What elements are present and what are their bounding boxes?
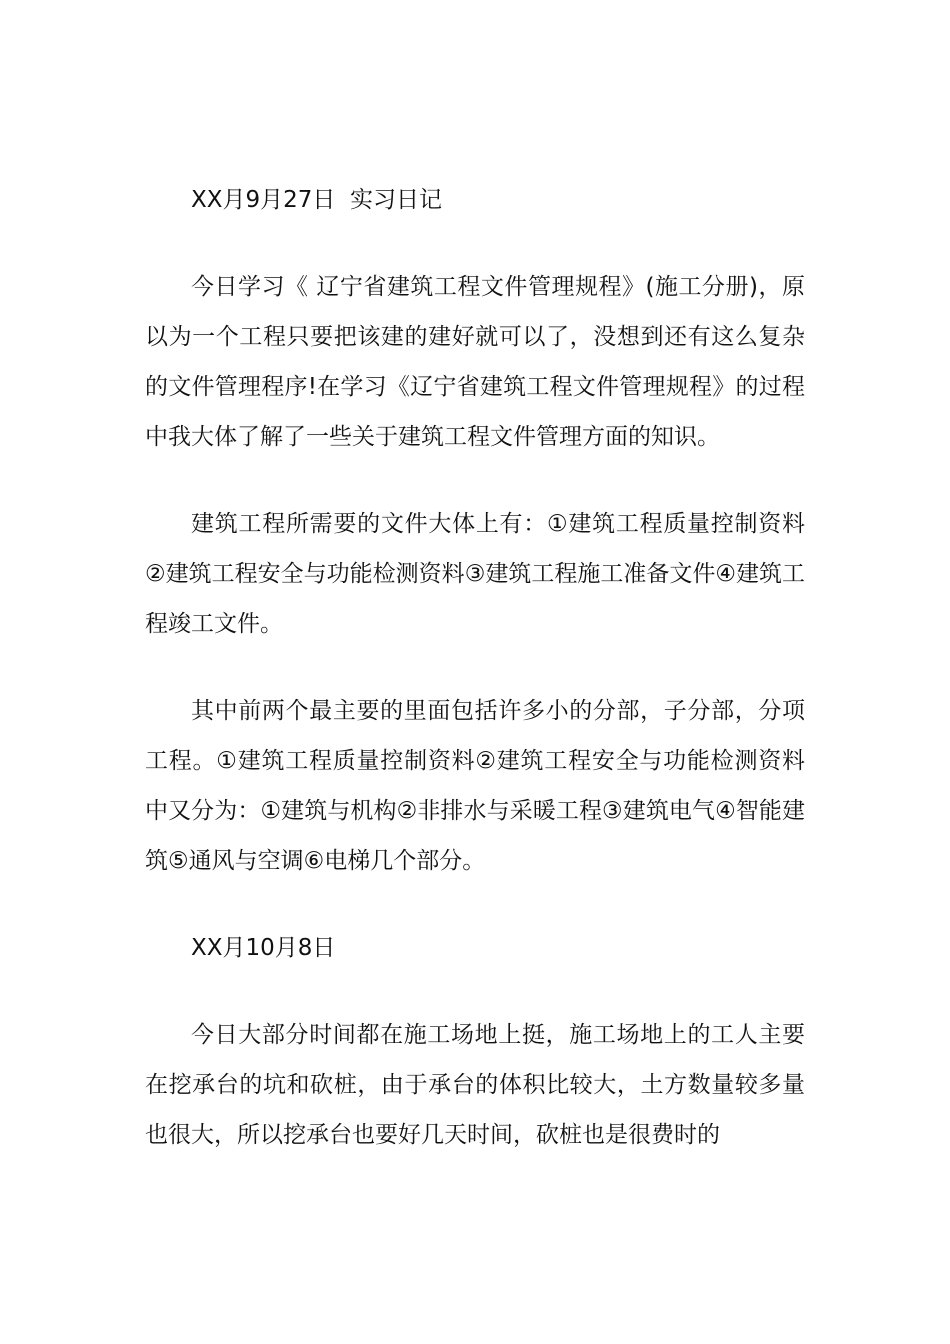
document-body	[145, 175, 805, 1197]
entry-heading-2: XX月10月8日	[191, 935, 336, 961]
entry-heading-1: XX月9月27日 实习日记	[191, 187, 443, 213]
paragraph-2: 建筑工程所需要的文件大体上有：①建筑工程质量控制资料②建筑工程安全与功能检测资料③建筑工程施工准备文件④建筑工程竣工文件。	[145, 511, 805, 637]
paragraph-4: 今日大部分时间都在施工场地上挺，施工场地上的工人主要在挖承台的坑和砍桩，由于承台的体积比较大，土方数量较多量也很大，所以挖承台也要好几天时间，砍桩也是很费时的	[145, 1022, 805, 1148]
paragraph-1: 今日学习《 辽宁省建筑工程文件管理规程》(施工分册)，原以为一个工程只要把该建的建好就可以了，没想到还有这么复杂的文件管理程序!在学习《辽宁省建筑工程文件管理规程》的过程中我大体了解了一些关于建筑工程文件管理方面的知识。	[145, 274, 805, 450]
paragraph-3: 其中前两个最主要的里面包括许多小的分部，子分部，分项工程。①建筑工程质量控制资料②建筑工程安全与功能检测资料中又分为：①建筑与机构②非排水与采暖工程③建筑电气④智能建筑⑤通风与空调⑥电梯几个部分。	[145, 698, 805, 874]
